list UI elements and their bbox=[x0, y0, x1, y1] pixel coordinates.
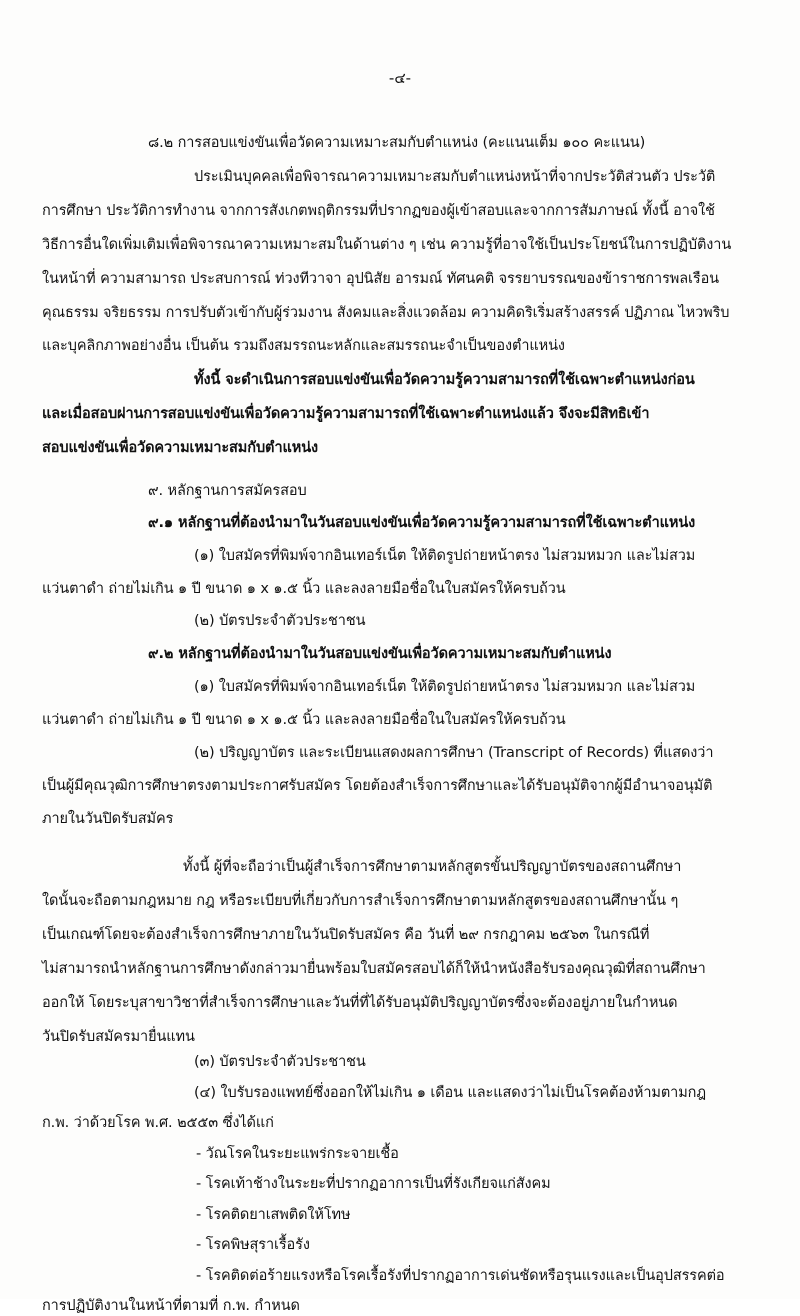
section-9-heading: ๙. หลักฐานการสมัครสอบ bbox=[148, 483, 307, 499]
bold-note-line: ทั้งนี้ จะดำเนินการสอบแข่งขันเพื่อวัดความรู้ความสามารถที่ใช้เฉพาะตำแหน่งก่อน bbox=[194, 372, 695, 388]
bold-note-line: สอบแข่งขันเพื่อวัดความเหมาะสมกับตำแหน่ง bbox=[42, 440, 318, 456]
paragraph-line: ในหน้าที่ ความสามารถ ประสบการณ์ ท่วงทีวาจา อุปนิสัย อารมณ์ ทัศนคติ จรรยาบรรณของข้าราชการพลเรือน bbox=[42, 271, 719, 287]
list-item-continuation: เป็นผู้มีคุณวุฒิการศึกษาตรงตามประกาศรับสมัคร โดยต้องสำเร็จการศึกษาและได้รับอนุมัติจากผู้มีอำนาจอนุมัติ bbox=[42, 778, 713, 794]
list-item: (๑) ใบสมัครที่พิมพ์จากอินเทอร์เน็ต ให้ติดรูปถ่ายหน้าตรง ไม่สวมหมวก และไม่สวม bbox=[194, 679, 696, 695]
disease-item: - โรคติดยาเสพติดให้โทษ bbox=[196, 1206, 351, 1223]
paragraph-line: คุณธรรม จริยธรรม การปรับตัวเข้ากับผู้ร่วมงาน สังคมและสิ่งแวดล้อม ความคิดริเริ่มสร้างสรรค์ ปฏิภาณ ไหวพริบ bbox=[42, 305, 730, 321]
disease-item: - วัณโรคในระยะแพร่กระจายเชื้อ bbox=[196, 1145, 399, 1162]
note-line: ทั้งนี้ ผู้ที่จะถือว่าเป็นผู้สำเร็จการศึกษาตามหลักสูตรขั้นปริญญาบัตรของสถานศึกษา bbox=[183, 859, 682, 875]
list-item: (๒) บัตรประจำตัวประชาชน bbox=[194, 613, 366, 629]
page-number: -๔- bbox=[388, 69, 412, 87]
paragraph-line: วิธีการอื่นใดเพิ่มเติมเพื่อพิจารณาความเหมาะสมในด้านต่าง ๆ เช่น ความรู้ที่อาจใช้เป็นประโยชน์ในการปฏิบัติงาน bbox=[42, 237, 732, 253]
list-item-continuation: ภายในวันปิดรับสมัคร bbox=[42, 811, 174, 827]
disease-item: - โรคติดต่อร้ายแรงหรือโรคเรื้อรังที่ปรากฏอาการเด่นชัดหรือรุนแรงและเป็นอุปสรรคต่อ bbox=[196, 1267, 725, 1284]
note-line: ออกให้ โดยระบุสาขาวิชาที่สำเร็จการศึกษาและวันที่ที่ได้รับอนุมัติปริญญาบัตรซึ่งจะต้องอยู่ภายในกำหนด bbox=[42, 995, 678, 1011]
paragraph-line: การศึกษา ประวัติการทำงาน จากการสังเกตพฤติกรรมที่ปรากฏของผู้เข้าสอบและจากการสัมภาษณ์ ทั้งนี้ อาจใช้ bbox=[42, 203, 715, 219]
note-line: วันปิดรับสมัครมายื่นแทน bbox=[42, 1029, 195, 1045]
paragraph-line: และบุคลิกภาพอย่างอื่น เป็นต้น รวมถึงสมรรถนะหลักและสมรรถนะจำเป็นของตำแหน่ง bbox=[42, 338, 565, 354]
disease-item: - โรคเท้าช้างในระยะที่ปรากฏอาการเป็นที่รังเกียจแก่สังคม bbox=[196, 1176, 551, 1192]
paragraph-line: ประเมินบุคคลเพื่อพิจารณาความเหมาะสมกับตำแหน่งหน้าที่จากประวัติส่วนตัว ประวัติ bbox=[194, 169, 716, 185]
list-item: (๔) ใบรับรองแพทย์ซึ่งออกให้ไม่เกิน ๑ เดือน และแสดงว่าไม่เป็นโรคต้องห้ามตามกฎ bbox=[194, 1084, 706, 1101]
list-item-continuation: แว่นตาดำ ถ่ายไม่เกิน ๑ ปี ขนาด ๑ x ๑.๕ นิ้ว และลงลายมือชื่อในใบสมัครให้ครบถ้วน bbox=[42, 581, 566, 597]
last-line: การปฏิบัติงานในหน้าที่ตามที่ ก.พ. กำหนด bbox=[42, 1298, 300, 1314]
disease-item: - โรคพิษสุราเรื้อรัง bbox=[196, 1237, 310, 1253]
note-line: ไม่สามารถนำหลักฐานการศึกษาดังกล่าวมายื่นพร้อมใบสมัครสอบได้ก็ให้นำหนังสือรับรองคุณวุฒิที่สถานศึกษา bbox=[42, 961, 706, 977]
list-item-continuation: แว่นตาดำ ถ่ายไม่เกิน ๑ ปี ขนาด ๑ x ๑.๕ นิ้ว และลงลายมือชื่อในใบสมัครให้ครบถ้วน bbox=[42, 712, 566, 728]
list-item: (๓) บัตรประจำตัวประชาชน bbox=[194, 1054, 366, 1070]
section-8-2-heading: ๘.๒ การสอบแข่งขันเพื่อวัดความเหมาะสมกับตำแหน่ง (คะแนนเต็ม ๑๐๐ คะแนน) bbox=[148, 135, 646, 151]
note-line: เป็นเกณฑ์โดยจะต้องสำเร็จการศึกษาภายในวันปิดรับสมัคร คือ วันที่ ๒๙ กรกฎาคม ๒๕๖๓ ในกรณีที่ bbox=[42, 927, 650, 943]
note-line: ใดนั้นจะถือตามกฎหมาย กฎ หรือระเบียบที่เกี่ยวกับการสำเร็จการศึกษาตามหลักสูตรของสถานศึกษานั้น ๆ bbox=[42, 893, 679, 909]
section-9-2-heading: ๙.๒ หลักฐานที่ต้องนำมาในวันสอบแข่งขันเพื่อวัดความเหมาะสมกับตำแหน่ง bbox=[148, 646, 612, 662]
list-item: (๒) ปริญญาบัตร และระเบียนแสดงผลการศึกษา (Transcript of Records) ที่แสดงว่า bbox=[194, 745, 714, 761]
bold-note-line: และเมื่อสอบผ่านการสอบแข่งขันเพื่อวัดความรู้ความสามารถที่ใช้เฉพาะตำแหน่งแล้ว จึงจะมีสิทธิเข้า bbox=[42, 406, 650, 422]
section-9-1-heading: ๙.๑ หลักฐานที่ต้องนำมาในวันสอบแข่งขันเพื่อวัดความรู้ความสามารถที่ใช้เฉพาะตำแหน่ง bbox=[148, 515, 696, 531]
list-item: (๑) ใบสมัครที่พิมพ์จากอินเทอร์เน็ต ให้ติดรูปถ่ายหน้าตรง ไม่สวมหมวก และไม่สวม bbox=[194, 548, 696, 564]
list-item-continuation: ก.พ. ว่าด้วยโรค พ.ศ. ๒๕๕๓ ซึ่งได้แก่ bbox=[42, 1115, 274, 1131]
